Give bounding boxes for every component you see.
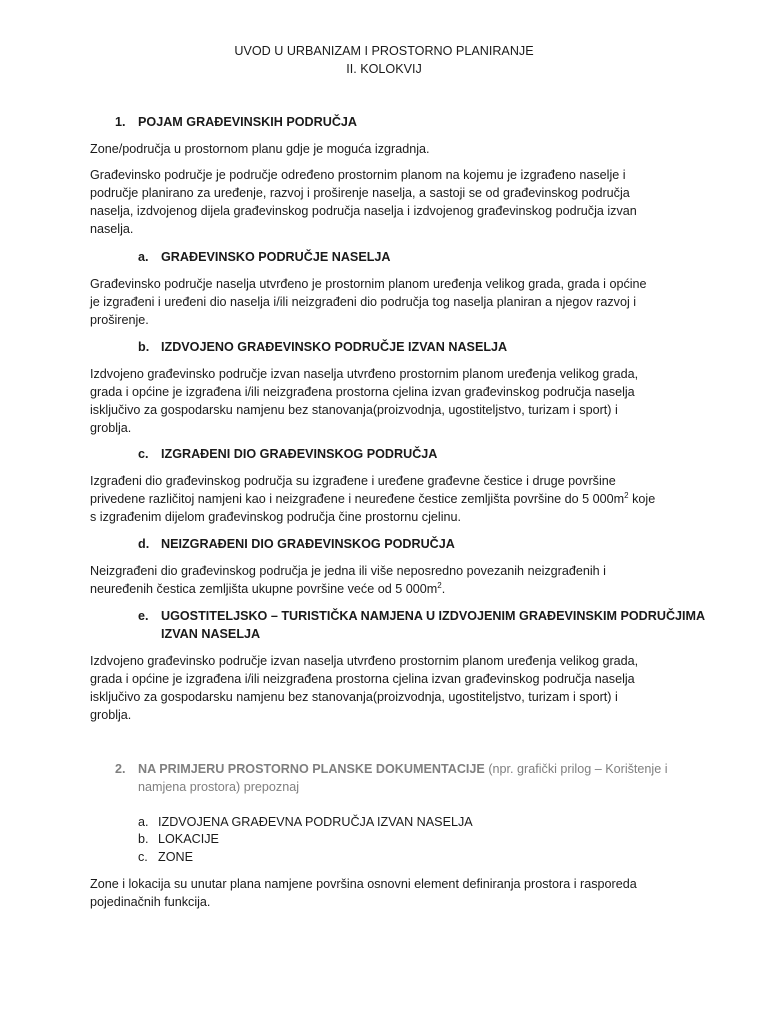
list-item-text: LOKACIJE xyxy=(158,832,219,846)
text-line: naselja, izdvojenog dijela građevinskog područja naselja i izdvojenog građevinskog područja izvan xyxy=(90,204,637,218)
subsection-e-marker: e. xyxy=(138,609,149,623)
text-line: Neizgrađeni dio građevinskog područja je jedna ili više neposredno povezanih neizgrađenih i xyxy=(90,564,606,578)
list-item-text: ZONE xyxy=(158,850,193,864)
section-1-number: 1. xyxy=(115,115,126,129)
heading-line xyxy=(138,760,698,778)
text-line: područje planirano za uređenje, razvoj i proširenje naselja, a sastoji se od građevinskog područja xyxy=(90,186,630,200)
text-fragment: koje xyxy=(628,492,656,506)
subsection-a-marker: a. xyxy=(138,250,149,264)
superscript: 2 xyxy=(437,580,442,590)
text-line: naselja. xyxy=(90,222,134,236)
list-item xyxy=(138,830,219,848)
subsection-a-heading: GRAĐEVINSKO PODRUČJE NASELJA xyxy=(161,250,391,264)
text-line: je izgrađeni i uređeni dio naselja i/ili neizgrađeni dio područja tog naselja planiran a njegov razvoj i xyxy=(90,295,637,309)
text-line: Izdvojeno građevinsko područje izvan naselja utvrđeno prostornim planom uređenja velikog grada, xyxy=(90,654,639,668)
text-line: groblja. xyxy=(90,708,132,722)
text-line xyxy=(90,580,682,598)
list-marker: b. xyxy=(138,832,149,846)
subsection-c-marker: c. xyxy=(138,447,149,461)
heading-text: (npr. grafički prilog – Korištenje i xyxy=(484,762,668,776)
subsection-a-text xyxy=(90,275,682,329)
heading-line: namjena prostora) prepoznaj xyxy=(138,780,300,794)
text-line: Izdvojeno građevinsko područje izvan naselja utvrđeno prostornim planom uređenja velikog grada, xyxy=(90,367,639,381)
text-line: Izgrađeni dio građevinskog područja su izgrađene i uređene građevne čestice i druge površine xyxy=(90,474,616,488)
subsection-b-heading: IZDVOJENO GRAĐEVINSKO PODRUČJE IZVAN NASELJA xyxy=(161,340,508,354)
list-item-text: IZDVOJENA GRAĐEVNA PODRUČJA IZVAN NASELJA xyxy=(158,815,473,829)
subsection-d-text xyxy=(90,562,682,598)
heading-line: IZVAN NASELJA xyxy=(161,627,261,641)
text-line: pojedinačnih funkcija. xyxy=(90,895,211,909)
text-line: Zone i lokacija su unutar plana namjene površina osnovni element definiranja prostora i rasporeda xyxy=(90,877,637,891)
text-line: isključivo za gospodarsku namjenu bez stanovanja(proizvodnja, ugostiteljstvo, turizam i sport) i xyxy=(90,690,618,704)
subsection-b-marker: b. xyxy=(138,340,150,354)
subsection-c-text xyxy=(90,472,682,526)
subsection-c-heading: IZGRAĐENI DIO GRAĐEVINSKOG PODRUČJA xyxy=(161,447,438,461)
subsection-b-text xyxy=(90,365,682,437)
document-title: UVOD U URBANIZAM I PROSTORNO PLANIRANJE xyxy=(234,44,534,58)
text-line: isključivo za gospodarsku namjenu bez stanovanja(proizvodnja, ugostiteljstvo, turizam i sport) i xyxy=(90,403,618,417)
text-line: Građevinsko područje je područje određeno prostornim planom na kojemu je izgrađeno naselje i xyxy=(90,168,626,182)
text-line: s izgrađenim dijelom građevinskog područja čine prostornu cjelinu. xyxy=(90,510,462,524)
text-line xyxy=(90,490,682,508)
subsection-e-text xyxy=(90,652,682,724)
subsection-d-heading: NEIZGRAĐENI DIO GRAĐEVINSKOG PODRUČJA xyxy=(161,537,455,551)
text-line: grada i općine je izgrađena i/ili neizgrađena prostorna cjelina izvan građevinskog područja naselja xyxy=(90,385,635,399)
subsection-d-marker: d. xyxy=(138,537,150,551)
section-1-definition xyxy=(90,166,682,238)
text-line: grada i općine je izgrađena i/ili neizgrađena prostorna cjelina izvan građevinskog područja naselja xyxy=(90,672,635,686)
section-2-closing xyxy=(90,875,682,911)
list-marker: a. xyxy=(138,815,149,829)
list-item xyxy=(138,848,193,866)
text-fragment: privedene različitoj namjeni kao i neizgrađene i neuređene čestice zemljišta površine do 5 000m xyxy=(90,492,625,506)
heading-bold-text: NA PRIMJERU PROSTORNO PLANSKE DOKUMENTACIJE xyxy=(138,762,485,776)
section-1-heading: POJAM GRAĐEVINSKIH PODRUČJA xyxy=(138,115,358,129)
text-line: groblja. xyxy=(90,421,132,435)
text-fragment: . xyxy=(441,582,446,596)
heading-line: UGOSTITELJSKO – TURISTIČKA NAMJENA U IZDVOJENIM GRAĐEVINSKIM PODRUČJIMA xyxy=(161,609,706,623)
subsection-e-heading xyxy=(161,607,705,643)
superscript: 2 xyxy=(624,490,629,500)
text-line: proširenje. xyxy=(90,313,149,327)
text-line: Građevinsko područje naselja utvrđeno je prostornim planom uređenja velikog grada, grada i općine xyxy=(90,277,647,291)
section-2-heading xyxy=(138,760,698,796)
text-fragment: neuređenih čestica zemljišta ukupne površine veće od 5 000m xyxy=(90,582,438,596)
section-1-intro: Zone/područja u prostornom planu gdje je moguća izgradnja. xyxy=(90,142,430,156)
list-marker: c. xyxy=(138,850,148,864)
list-item xyxy=(138,813,473,831)
document-subtitle: II. KOLOKVIJ xyxy=(346,62,422,76)
section-2-number: 2. xyxy=(115,762,126,776)
